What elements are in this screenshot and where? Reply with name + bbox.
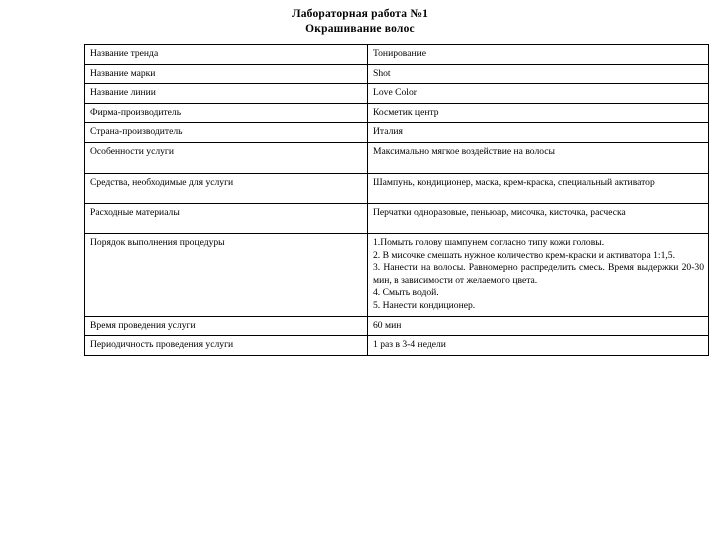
service-spec-table: [84, 44, 709, 356]
procedure-step-3: 3. Нанести на волосы. Равномерно распределить смесь. Время выдержки 20-30 мин, в зависимости от желаемого цвета.: [373, 262, 704, 286]
row-value-manufacturer: Косметик центр: [368, 103, 709, 123]
row-label-brand-name: Название марки: [85, 64, 368, 84]
table-row: [85, 142, 709, 173]
table-row: [85, 45, 709, 65]
row-value-consumables: Перчатки одноразовые, пеньюар, мисочка, кисточка, расческа: [368, 203, 709, 233]
row-value-line-name: Love Color: [368, 84, 709, 104]
table-row: [85, 233, 709, 316]
row-value-brand-name: Shot: [368, 64, 709, 84]
procedure-step-5: 5. Нанести кондиционер.: [373, 299, 476, 311]
procedure-step-2: 2. В мисочке смешать нужное количество крем-краски и активатора 1:1,5.: [373, 249, 675, 261]
row-value-service-features: Максимально мягкое воздействие на волосы: [368, 142, 709, 173]
row-label-line-name: Название линии: [85, 84, 368, 104]
table-row: [85, 84, 709, 104]
table-row: [85, 173, 709, 203]
table-row: [85, 336, 709, 356]
title-line-primary: Лабораторная работа №1: [291, 8, 429, 20]
row-label-country: Страна-производитель: [85, 123, 368, 143]
procedure-step-4: 4. Смыть водой.: [373, 287, 439, 299]
row-label-service-duration: Время проведения услуги: [85, 316, 368, 336]
row-value-required-products: Шампунь, кондиционер, маска, крем-краска, специальный активатор: [368, 173, 709, 203]
row-label-trend-name: Название тренда: [85, 45, 368, 65]
table-row: [85, 203, 709, 233]
table-row: [85, 123, 709, 143]
row-label-required-products: Средства, необходимые для услуги: [85, 173, 368, 203]
row-label-procedure-order: Порядок выполнения процедуры: [85, 233, 368, 316]
row-label-service-frequency: Периодичность проведения услуги: [85, 336, 368, 356]
row-value-service-frequency: 1 раз в 3-4 недели: [368, 336, 709, 356]
row-label-service-features: Особенности услуги: [85, 142, 368, 173]
table-row: [85, 103, 709, 123]
row-value-procedure-order: [368, 233, 709, 316]
row-value-country: Италия: [368, 123, 709, 143]
row-label-consumables: Расходные материалы: [85, 203, 368, 233]
service-spec-table-container: [84, 44, 704, 356]
table-row: [85, 316, 709, 336]
document-title: [0, 0, 720, 37]
row-value-service-duration: 60 мин: [368, 316, 709, 336]
procedure-step-1: 1.Помыть голову шампунем согласно типу кожи головы.: [373, 236, 605, 248]
row-label-manufacturer: Фирма-производитель: [85, 103, 368, 123]
row-value-trend-name: Тонирование: [368, 45, 709, 65]
table-row: [85, 64, 709, 84]
title-line-secondary: Окрашивание волос: [305, 23, 415, 35]
